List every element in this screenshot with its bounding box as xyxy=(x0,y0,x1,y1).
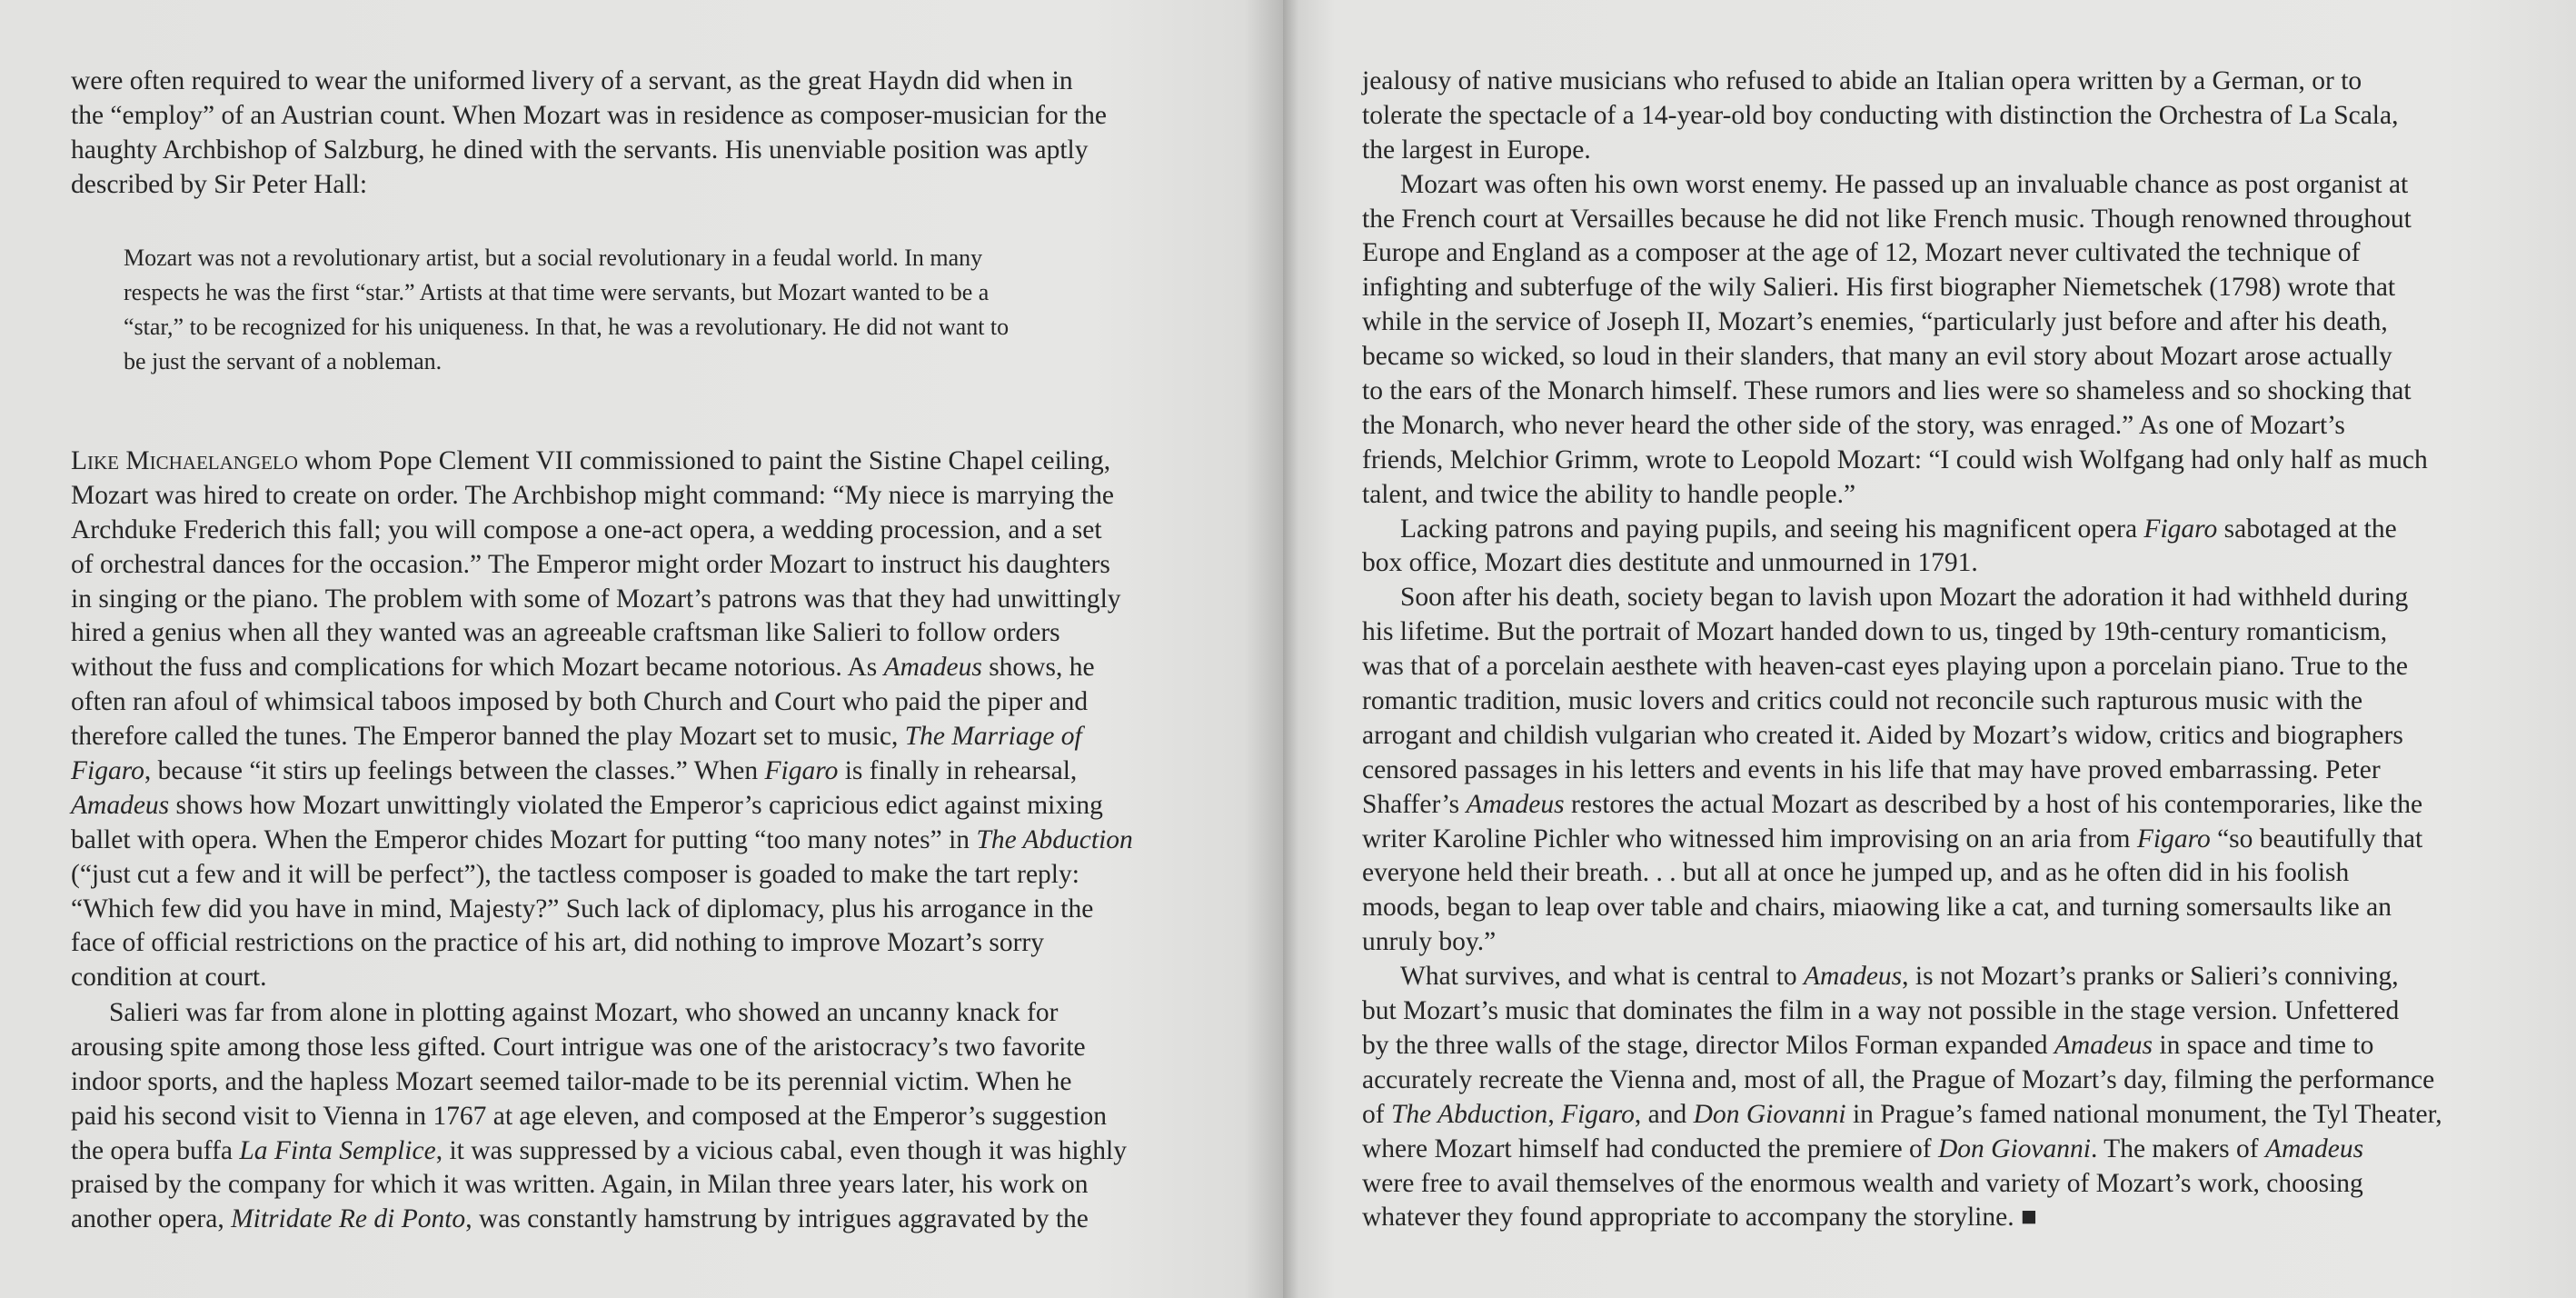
text-run: , xyxy=(1547,1099,1562,1129)
text-line xyxy=(71,1168,1127,1203)
text-line xyxy=(1362,1098,2442,1133)
text-run: arrogant and childish vulgarian who created it. Aided by Mozart’s widow, critics and biographers xyxy=(1362,720,2403,750)
text-run: face of official restrictions on the practice of his art, did nothing to improve Mozart’s sorry xyxy=(71,928,1044,958)
text-run: the opera buffa xyxy=(71,1135,240,1165)
text-line xyxy=(1362,513,2442,547)
text-run: in space and time to xyxy=(2153,1030,2374,1060)
text-run: whatever they found appropriate to accompany the storyline. ■ xyxy=(1362,1203,2037,1233)
text-line xyxy=(1362,823,2442,857)
text-line xyxy=(1362,409,2442,444)
text-run: accurately recreate the Vienna and, most of all, the Prague of Mozart’s day, filming the performance xyxy=(1362,1064,2435,1094)
text-line xyxy=(71,479,1133,514)
text-line xyxy=(1362,1133,2442,1167)
italic-title: Amadeus xyxy=(883,653,982,683)
text-run: but Mozart’s music that dominates the film in a way not possible in the stage version. Unfettered xyxy=(1362,996,2400,1026)
text-line xyxy=(71,444,1133,479)
italic-title: Don Giovanni xyxy=(1938,1133,2091,1163)
text-line xyxy=(71,789,1133,824)
text-line xyxy=(1362,891,2442,925)
italic-title: Figaro xyxy=(71,756,144,786)
right-page-text xyxy=(1362,65,2442,1235)
text-run: described by Sir Peter Hall: xyxy=(71,169,368,199)
text-line xyxy=(1362,236,2442,271)
text-run: ballet with opera. When the Emperor chides Mozart for putting “too many notes” in xyxy=(71,824,977,854)
text-line xyxy=(1362,168,2442,203)
text-line xyxy=(1362,856,2442,891)
text-line xyxy=(71,651,1133,685)
text-run: another opera, xyxy=(71,1204,232,1234)
text-line xyxy=(1362,684,2442,719)
text-line xyxy=(1362,994,2442,1029)
italic-title: Amadeus xyxy=(2264,1133,2364,1163)
text-run: Salieri was far from alone in plotting against Mozart, who showed an uncanny knack for xyxy=(109,998,1059,1027)
text-line xyxy=(1362,1063,2442,1098)
text-line xyxy=(1362,1201,2442,1235)
text-line xyxy=(71,720,1133,754)
text-run: were free to avail themselves of the enormous wealth and variety of Mozart’s work, choosing xyxy=(1362,1168,2363,1198)
italic-title: Figaro xyxy=(1561,1099,1635,1129)
text-run: “so beautifully that xyxy=(2210,824,2423,854)
text-line xyxy=(71,168,1107,203)
text-run: were often required to wear the uniformed livery of a servant, as the great Haydn did when in xyxy=(71,66,1073,95)
text-run: to the ears of the Monarch himself. These rumors and lies were so shameless and so shocking that xyxy=(1362,376,2412,406)
text-line xyxy=(71,1134,1127,1169)
text-run: was that of a porcelain aesthete with heaven-cast eyes playing upon a porcelain piano. True to the xyxy=(1362,652,2408,682)
text-line xyxy=(1362,444,2442,478)
text-run: sabotaged at the xyxy=(2217,514,2397,544)
paragraph-michaelangelo xyxy=(71,444,1133,995)
text-run: shows how Mozart unwittingly violated the Emperor’s capricious edict against mixing xyxy=(169,790,1103,820)
text-run: often ran afoul of whimsical taboos imposed by both Church and Court who paid the piper and xyxy=(71,687,1089,717)
italic-title: Amadeus xyxy=(1466,789,1565,819)
text-run: box office, Mozart dies destitute and unmourned in 1791. xyxy=(1362,548,1978,578)
text-line xyxy=(1362,581,2442,615)
text-run: , it was suppressed by a vicious cabal, even though it was highly xyxy=(435,1135,1127,1165)
text-line xyxy=(71,961,1133,995)
text-line xyxy=(71,996,1127,1031)
text-run: tolerate the spectacle of a 14-year-old boy conducting with distinction the Orchestra of La Scala, xyxy=(1362,100,2399,130)
text-run: therefore called the tunes. The Emperor banned the play Mozart set to music, xyxy=(71,722,905,752)
text-line xyxy=(71,858,1133,893)
text-run: everyone held their breath. . . but all at once he jumped up, and as he often did in his foolish xyxy=(1362,858,2350,888)
text-line xyxy=(71,685,1133,720)
text-run: whom Pope Clement VII commissioned to paint the Sistine Chapel ceiling, xyxy=(297,446,1111,475)
text-run: Soon after his death, society began to lavish upon Mozart the adoration it had withheld during xyxy=(1400,583,2409,613)
text-run: (“just cut a few and it will be perfect”), the tactless composer is goaded to make the tart reply: xyxy=(71,859,1079,889)
text-line xyxy=(1362,960,2442,994)
italic-title: Figaro xyxy=(764,756,839,786)
italic-title: The Abduction xyxy=(1390,1099,1548,1129)
text-run: respects he was the first “star.” Artists at that time were servants, but Mozart wanted to be a xyxy=(124,278,990,305)
text-run: shows, he xyxy=(981,653,1095,683)
text-line xyxy=(1362,546,2442,581)
text-line xyxy=(1362,719,2442,754)
text-line xyxy=(1362,1029,2442,1063)
text-run: Europe and England as a composer at the age of 12, Mozart never cultivated the technique of xyxy=(1362,238,2361,268)
text-line xyxy=(1362,1167,2442,1202)
text-run: , and xyxy=(1634,1099,1694,1129)
text-run: condition at court. xyxy=(71,963,267,993)
text-run: paid his second visit to Vienna in 1767 at age eleven, and composed at the Emperor’s suggestion xyxy=(71,1101,1108,1131)
text-run: in singing or the piano. The problem with some of Mozart’s patrons was that they had unwittingly xyxy=(71,584,1121,614)
text-line xyxy=(71,65,1107,99)
text-run: friends, Melchior Grimm, wrote to Leopold Mozart: “I could wish Wolfgang had only half as much xyxy=(1362,444,2428,474)
text-run: the Monarch, who never heard the other side of the story, was enraged.” As one of Mozart’s xyxy=(1362,410,2345,440)
paragraph-intro xyxy=(71,65,1107,203)
italic-title: Amadeus xyxy=(1804,962,1903,992)
text-line xyxy=(124,344,1009,379)
text-line xyxy=(71,1203,1127,1237)
italic-title: Figaro xyxy=(2136,824,2211,854)
text-line xyxy=(71,1065,1127,1100)
text-run: by the three walls of the stage, director Milos Forman expanded xyxy=(1362,1030,2054,1060)
text-run: be just the servant of a nobleman. xyxy=(124,347,443,374)
paragraph-salieri xyxy=(71,996,1127,1237)
text-line xyxy=(71,893,1133,927)
text-line xyxy=(124,310,1009,344)
text-line xyxy=(1362,271,2442,305)
text-run: moods, began to leap over table and chairs, miaowing like a cat, and turning somersaults like an xyxy=(1362,893,2392,923)
text-run: of xyxy=(1362,1099,1391,1129)
text-run: is finally in rehearsal, xyxy=(838,756,1078,786)
text-run: became so wicked, so loud in their slanders, that many an evil story about Mozart arose actually xyxy=(1362,342,2392,372)
text-line xyxy=(71,824,1133,858)
text-run: while in the service of Joseph II, Mozart’s enemies, “particularly just before and after his death, xyxy=(1362,307,2388,337)
italic-title: Amadeus xyxy=(71,790,170,820)
text-line xyxy=(71,616,1133,651)
text-run: , because “it stirs up feelings between the classes.” When xyxy=(144,756,765,786)
text-run: arousing spite among those less gifted. Court intrigue was one of the aristocracy’s two favorite xyxy=(71,1032,1086,1062)
text-run: of orchestral dances for the occasion.” The Emperor might order Mozart to instruct his daughters xyxy=(71,549,1110,579)
text-line xyxy=(1362,65,2442,99)
text-line xyxy=(71,1031,1127,1065)
text-run: , is not Mozart’s pranks or Salieri’s conniving, xyxy=(1902,962,2399,992)
text-run: praised by the company for which it was written. Again, in Milan three years later, his work on xyxy=(71,1170,1089,1200)
italic-title: Amadeus xyxy=(2054,1030,2153,1060)
text-run: jealousy of native musicians who refused to abide an Italian opera written by a German, or to xyxy=(1362,66,2362,95)
text-line xyxy=(71,583,1133,617)
text-line xyxy=(71,514,1133,548)
text-run: in Prague’s famed national monument, the Tyl Theater, xyxy=(1845,1099,2442,1129)
text-line xyxy=(1362,99,2442,134)
text-run: hired a genius when all they wanted was an agreeable craftsman like Salieri to follow orders xyxy=(71,618,1060,648)
text-run: the French court at Versailles because he did not like French music. Though renowned throughout xyxy=(1362,204,2412,234)
text-run: “star,” to be recognized for his uniqueness. In that, he was a revolutionary. He did not want to xyxy=(124,313,1010,340)
text-run: talent, and twice the ability to handle people.” xyxy=(1362,479,1856,509)
text-line xyxy=(71,99,1107,134)
text-line xyxy=(1362,650,2442,684)
text-run: What survives, and what is central to xyxy=(1400,962,1805,992)
text-run: without the fuss and complications for which Mozart became notorious. As xyxy=(71,653,884,683)
text-run: Lacking patrons and paying pupils, and seeing his magnificent opera xyxy=(1400,514,2144,544)
block-quote-peter-hall xyxy=(124,241,1009,379)
text-line xyxy=(1362,340,2442,374)
text-run: haughty Archbishop of Salzburg, he dined with the servants. His unenviable position was aptly xyxy=(71,135,1089,165)
text-run: the “employ” of an Austrian count. When Mozart was in residence as composer-musician for the xyxy=(71,100,1107,130)
text-line xyxy=(1362,754,2442,788)
text-line xyxy=(1362,615,2442,650)
italic-title: Figaro xyxy=(2143,514,2218,544)
text-line xyxy=(1362,374,2442,409)
italic-title: Don Giovanni xyxy=(1693,1099,1846,1129)
text-line xyxy=(71,1100,1127,1134)
text-run: where Mozart himself had conducted the premiere of xyxy=(1362,1133,1938,1163)
text-run: the largest in Europe. xyxy=(1362,135,1591,165)
text-line xyxy=(1362,305,2442,340)
text-line xyxy=(71,926,1133,961)
text-run: Mozart was hired to create on order. The Archbishop might command: “My niece is marrying the xyxy=(71,480,1114,510)
left-page xyxy=(0,0,1283,1298)
text-line xyxy=(1362,925,2442,960)
text-run: infighting and subterfuge of the wily Salieri. His first biographer Niemetschek (1798) wrote that xyxy=(1362,273,2396,303)
text-line xyxy=(1362,788,2442,823)
text-run: Mozart was not a revolutionary artist, but a social revolutionary in a feudal world. In many xyxy=(124,245,983,271)
text-run: his lifetime. But the portrait of Mozart handed down to us, tinged by 19th-century romanticism, xyxy=(1362,617,2388,647)
text-run: , was constantly hamstrung by intrigues aggravated by the xyxy=(465,1204,1089,1234)
small-caps-lead: Like Michaelangelo xyxy=(71,446,298,475)
text-line xyxy=(71,548,1133,583)
text-run: romantic tradition, music lovers and critics could not reconcile such rapturous music with the xyxy=(1362,686,2363,716)
text-line xyxy=(71,754,1133,789)
text-run: censored passages in his letters and events in his life that may have proved embarrassing. Peter xyxy=(1362,754,2381,784)
text-line xyxy=(1362,134,2442,168)
text-line xyxy=(71,134,1107,168)
italic-title: La Finta Semplice xyxy=(239,1135,436,1165)
text-run: “Which few did you have in mind, Majesty?” Such lack of diplomacy, plus his arrogance in the xyxy=(71,894,1094,924)
text-run: unruly boy.” xyxy=(1362,927,1497,957)
italic-title: The Marriage of xyxy=(904,722,1082,752)
text-run: Archduke Frederich this fall; you will compose a one-act opera, a wedding procession, and a set xyxy=(71,514,1102,544)
text-line xyxy=(124,241,1009,275)
text-line xyxy=(124,275,1009,310)
text-run: restores the actual Mozart as described by a host of his contemporaries, like the xyxy=(1564,789,2423,819)
text-line xyxy=(1362,203,2442,237)
text-run: indoor sports, and the hapless Mozart seemed tailor-made to be its perennial victim. When he xyxy=(71,1066,1072,1096)
text-line xyxy=(1362,478,2442,513)
italic-title: Mitridate Re di Ponto xyxy=(231,1204,466,1234)
text-run: . The makers of xyxy=(2090,1133,2265,1163)
text-run: Shaffer’s xyxy=(1362,789,1467,819)
italic-title: The Abduction xyxy=(976,824,1133,854)
text-run: writer Karoline Pichler who witnessed him improvising on an aria from xyxy=(1362,824,2137,854)
text-run: Mozart was often his own worst enemy. He passed up an invaluable chance as post organist at xyxy=(1400,169,2409,199)
right-page xyxy=(1283,0,2576,1298)
